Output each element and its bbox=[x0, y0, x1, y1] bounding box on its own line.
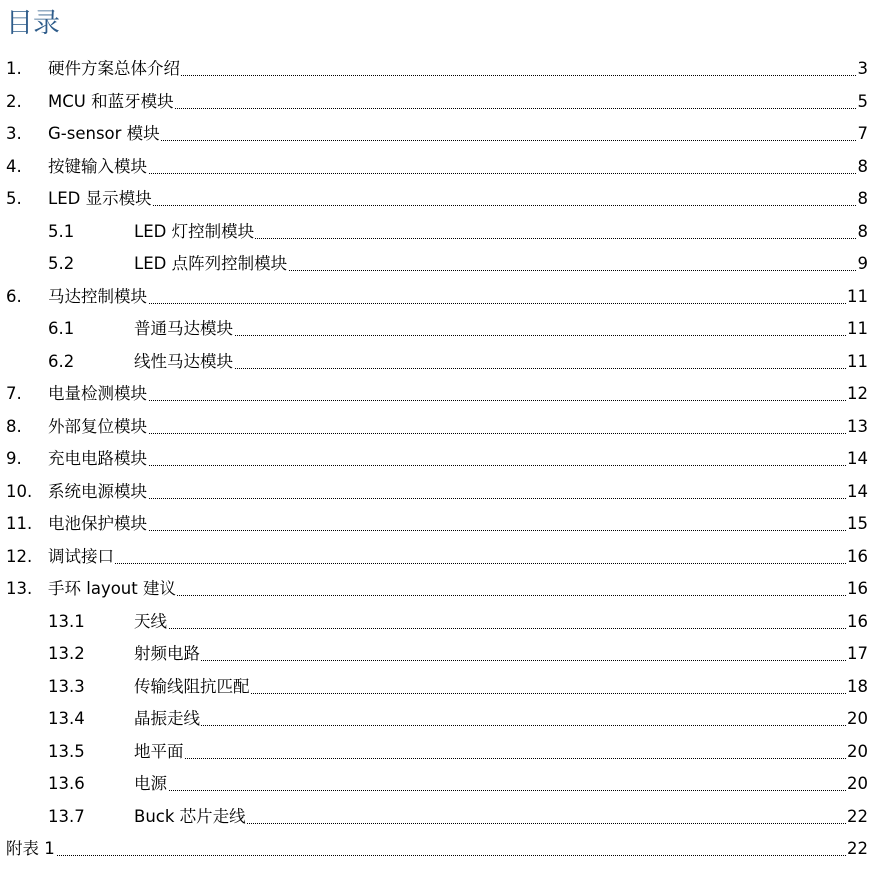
toc-entry-page-number: 5 bbox=[857, 90, 869, 114]
dot-leader bbox=[134, 610, 868, 634]
toc-entry-label: G-sensor 模块 bbox=[48, 122, 161, 146]
toc-entry-number: 5.1 bbox=[48, 221, 75, 241]
toc-entry-label: 充电电路模块 bbox=[48, 447, 148, 471]
toc-entry-label: 硬件方案总体介绍 bbox=[48, 57, 181, 81]
toc-entry[interactable] bbox=[0, 415, 876, 439]
dot-leader bbox=[48, 447, 868, 471]
toc-entry-number: 4. bbox=[6, 156, 22, 176]
toc-entry-label: 电源 bbox=[134, 772, 168, 796]
dot-leader bbox=[134, 642, 868, 666]
toc-entry-page-number: 16 bbox=[846, 545, 868, 569]
toc-entry[interactable] bbox=[0, 187, 876, 211]
toc-entry[interactable] bbox=[0, 772, 876, 796]
toc-entry-number: 8. bbox=[6, 416, 22, 436]
toc-entry-number: 5.2 bbox=[48, 254, 75, 273]
dot-leader bbox=[134, 317, 868, 341]
dot-leader bbox=[134, 740, 868, 764]
dot-leader bbox=[48, 545, 868, 569]
toc-entry-label: LED 灯控制模块 bbox=[134, 220, 255, 244]
toc-entry-page-number: 12 bbox=[846, 382, 868, 406]
toc-entry-label: 系统电源模块 bbox=[48, 480, 148, 504]
toc-entry-label: 传输线阻抗匹配 bbox=[134, 675, 251, 699]
dot-leader bbox=[48, 415, 868, 439]
toc-entry-page-number: 18 bbox=[846, 675, 868, 699]
toc-entry-page-number: 8 bbox=[857, 155, 869, 179]
toc-entry-page-number: 13 bbox=[846, 415, 868, 439]
dot-leader bbox=[48, 187, 868, 211]
toc-entry-number: 13.6 bbox=[48, 774, 85, 793]
dot-leader bbox=[134, 350, 868, 374]
toc-entry[interactable] bbox=[0, 707, 876, 731]
toc-entry-page-number: 20 bbox=[846, 707, 868, 731]
toc-entry-number: 13. bbox=[6, 579, 33, 598]
toc-entry-page-number: 11 bbox=[846, 350, 868, 374]
toc-entry-page-number: 20 bbox=[846, 772, 868, 796]
toc-entry-number: 3. bbox=[6, 124, 22, 143]
toc-entry-number: 1. bbox=[6, 59, 22, 78]
toc-entry[interactable] bbox=[0, 350, 876, 374]
toc-entry[interactable] bbox=[0, 740, 876, 764]
toc-entry-number: 13.7 bbox=[48, 806, 85, 826]
toc-entry[interactable] bbox=[0, 252, 876, 276]
toc-entry-page-number: 15 bbox=[846, 512, 868, 536]
toc-entry-page-number: 14 bbox=[846, 480, 868, 504]
toc-entry[interactable] bbox=[0, 610, 876, 634]
toc-entry-number: 5. bbox=[6, 189, 22, 208]
toc-entry-page-number: 20 bbox=[846, 740, 868, 764]
toc-entry-label: 电池保护模块 bbox=[48, 512, 148, 536]
toc-entry-page-number: 3 bbox=[857, 57, 869, 81]
toc-entry-page-number: 7 bbox=[857, 122, 869, 146]
toc-entry[interactable] bbox=[0, 675, 876, 699]
dot-leader bbox=[48, 480, 868, 504]
toc-entry-label: 射频电路 bbox=[134, 642, 201, 666]
toc-entry-page-number: 16 bbox=[846, 577, 868, 601]
toc-entry-label: 电量检测模块 bbox=[48, 382, 148, 406]
toc-entry[interactable] bbox=[0, 122, 876, 146]
toc-entry-number: 7. bbox=[6, 384, 22, 403]
toc-entry-number: 2. bbox=[6, 91, 22, 111]
dot-leader bbox=[48, 122, 868, 146]
toc-entry-page-number: 8 bbox=[857, 220, 869, 244]
toc-entry-label: 外部复位模块 bbox=[48, 415, 148, 439]
dot-leader bbox=[48, 155, 868, 179]
toc-entry[interactable] bbox=[0, 90, 876, 114]
dot-leader bbox=[48, 512, 868, 536]
toc-entry-label: 调试接口 bbox=[48, 545, 115, 569]
toc-entry[interactable] bbox=[0, 57, 876, 81]
toc-entry-page-number: 8 bbox=[857, 187, 869, 211]
dot-leader bbox=[134, 772, 868, 796]
toc-entry-page-number: 14 bbox=[846, 447, 868, 471]
toc-entry[interactable] bbox=[0, 512, 876, 536]
toc-entry-number: 13.4 bbox=[48, 709, 85, 728]
toc-entry[interactable] bbox=[0, 642, 876, 666]
toc-entry-label: 地平面 bbox=[134, 740, 185, 764]
toc-entry-page-number: 11 bbox=[846, 285, 868, 309]
toc-entry-page-number: 9 bbox=[857, 252, 869, 276]
toc-entry[interactable] bbox=[0, 545, 876, 569]
toc-entry-number: 10. bbox=[6, 481, 33, 501]
toc-entry-number: 6. bbox=[6, 286, 22, 306]
toc-entry-label: LED 显示模块 bbox=[48, 187, 153, 211]
toc-entry-number: 13.3 bbox=[48, 676, 85, 696]
toc-entry[interactable] bbox=[0, 382, 876, 406]
toc-entry-number: 13.2 bbox=[48, 644, 85, 663]
toc-entry-label: 手环 layout 建议 bbox=[48, 577, 177, 601]
toc-entry-label: 晶振走线 bbox=[134, 707, 201, 731]
toc-entry-label: MCU 和蓝牙模块 bbox=[48, 90, 175, 114]
toc-entry-label: 普通马达模块 bbox=[134, 317, 234, 341]
toc-entry[interactable] bbox=[0, 447, 876, 471]
toc-entry[interactable] bbox=[0, 317, 876, 341]
toc-entry-number: 12. bbox=[6, 546, 33, 566]
toc-entry[interactable] bbox=[0, 155, 876, 179]
toc-entry-label: 天线 bbox=[134, 610, 168, 634]
toc-entry-label: 线性马达模块 bbox=[134, 350, 234, 374]
toc-entry[interactable] bbox=[0, 837, 876, 861]
toc-entry-number: 13.1 bbox=[48, 611, 85, 631]
page-title: 目录 bbox=[6, 8, 60, 39]
dot-leader bbox=[48, 382, 868, 406]
dot-leader bbox=[134, 707, 868, 731]
toc-entry[interactable] bbox=[0, 480, 876, 504]
toc-entry-number: 11. bbox=[6, 514, 33, 533]
toc-entry-page-number: 11 bbox=[846, 317, 868, 341]
toc-entry-label: 马达控制模块 bbox=[48, 285, 148, 309]
toc-entry-label: 附表 1 bbox=[6, 837, 56, 861]
toc-entry-label: Buck 芯片走线 bbox=[134, 805, 247, 829]
toc-entry-number: 6.1 bbox=[48, 319, 75, 338]
toc-entry-number: 9. bbox=[6, 449, 22, 468]
toc-entry[interactable] bbox=[0, 285, 876, 309]
toc-entry[interactable] bbox=[0, 220, 876, 244]
dot-leader bbox=[6, 837, 868, 861]
dot-leader bbox=[48, 285, 868, 309]
toc-entry-number: 6.2 bbox=[48, 351, 75, 371]
toc-entry-page-number: 22 bbox=[846, 805, 868, 829]
toc-entry[interactable] bbox=[0, 805, 876, 829]
toc-entry-page-number: 16 bbox=[846, 610, 868, 634]
toc-entry-label: 按键输入模块 bbox=[48, 155, 148, 179]
toc-entry-page-number: 22 bbox=[846, 837, 868, 861]
toc-entry-page-number: 17 bbox=[846, 642, 868, 666]
toc-entry-label: LED 点阵列控制模块 bbox=[134, 252, 288, 276]
toc-entry[interactable] bbox=[0, 577, 876, 601]
toc-entry-number: 13.5 bbox=[48, 741, 85, 761]
